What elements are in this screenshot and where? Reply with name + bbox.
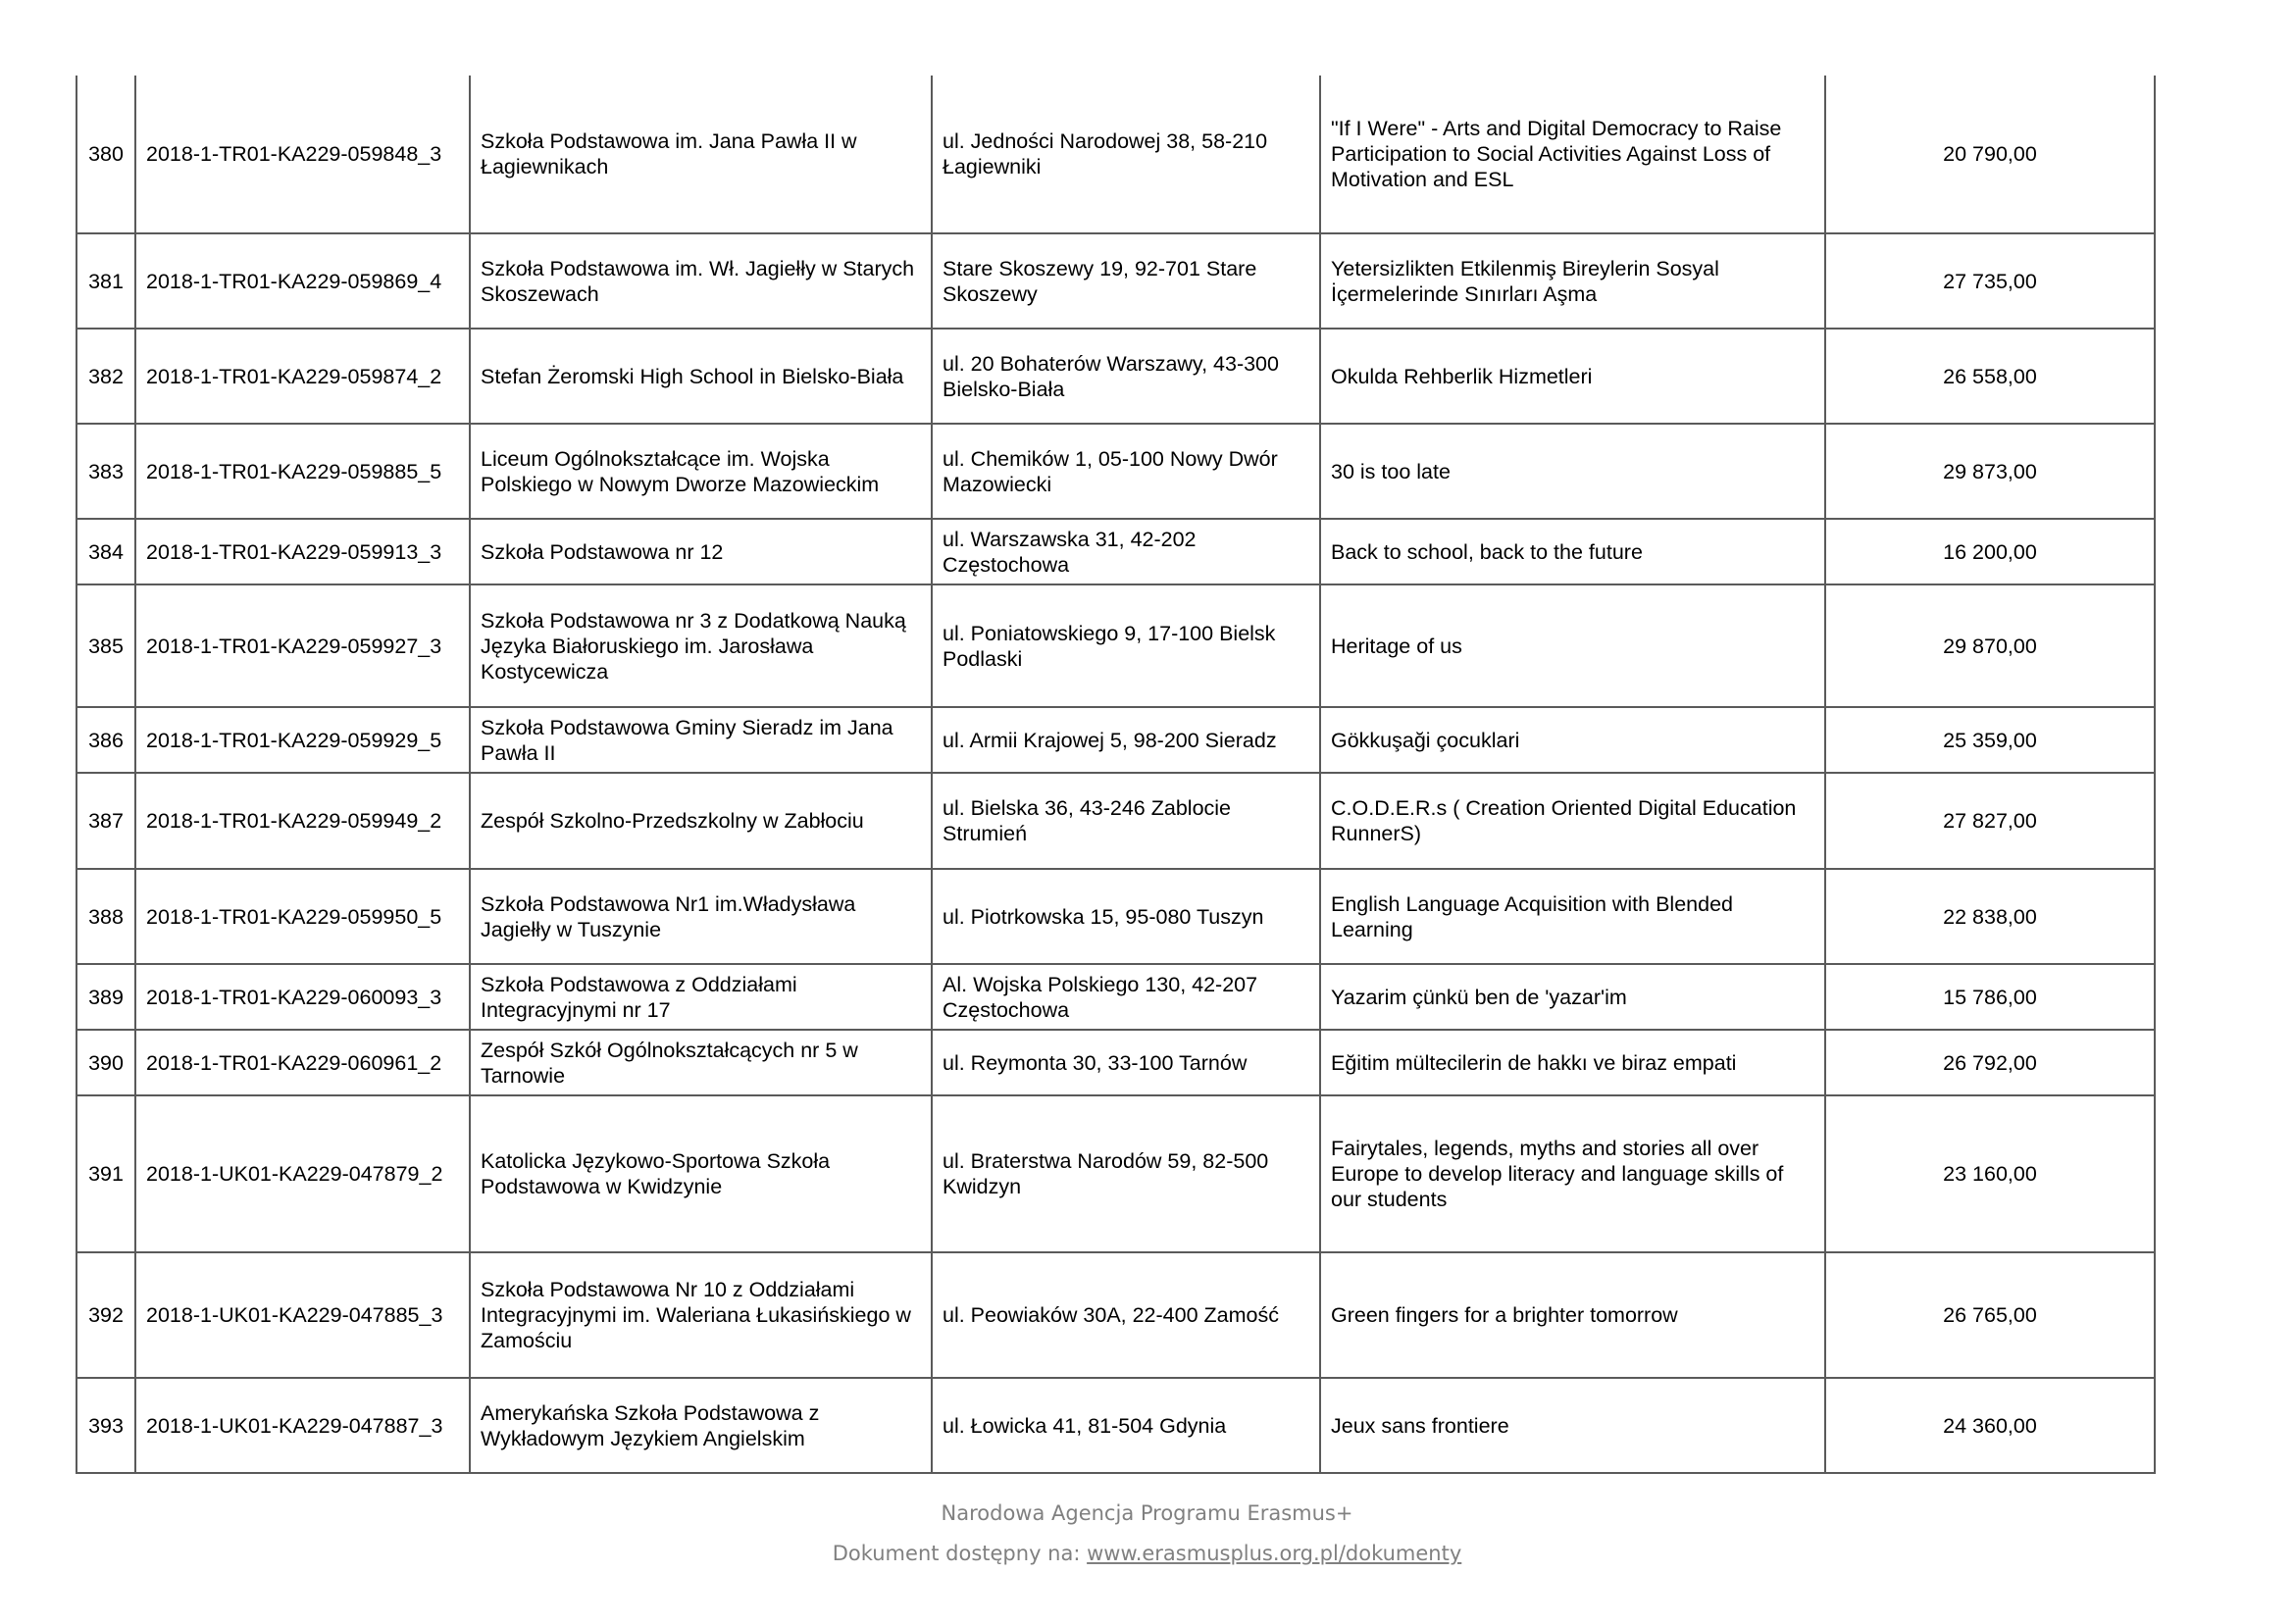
- grant-amount-cell: 16 200,00: [1825, 519, 2155, 584]
- grants-table-body: [76, 76, 2155, 1473]
- project-title-cell: Back to school, back to the future: [1320, 519, 1825, 584]
- project-title-cell: Fairytales, legends, myths and stories all over Europe to develop literacy and language skills of our students: [1320, 1095, 1825, 1252]
- table-row: [76, 233, 2155, 329]
- project-code-cell: 2018-1-TR01-KA229-059949_2: [135, 773, 470, 869]
- institution-name-cell: Szkoła Podstawowa nr 3 z Dodatkową Nauką Języka Białoruskiego im. Jarosława Kostycewicza: [470, 584, 932, 707]
- project-title-cell: Okulda Rehberlik Hizmetleri: [1320, 329, 1825, 424]
- institution-name-cell: Zespół Szkolno-Przedszkolny w Zabłociu: [470, 773, 932, 869]
- table-row: [76, 584, 2155, 707]
- institution-address-cell: ul. Bielska 36, 43-246 Zablocie Strumień: [932, 773, 1320, 869]
- project-title-cell: Yetersizlikten Etkilenmiş Bireylerin Sosyal İçermelerinde Sınırları Aşma: [1320, 233, 1825, 329]
- institution-name-cell: Zespół Szkół Ogólnokształcących nr 5 w Tarnowie: [470, 1030, 932, 1095]
- row-number-cell: 392: [76, 1252, 135, 1378]
- grant-amount-cell: 20 790,00: [1825, 76, 2155, 233]
- project-title-cell: Green fingers for a brighter tomorrow: [1320, 1252, 1825, 1378]
- grant-amount-cell: 29 870,00: [1825, 584, 2155, 707]
- institution-address-cell: Al. Wojska Polskiego 130, 42-207 Częstochowa: [932, 964, 1320, 1030]
- grant-amount-cell: 27 735,00: [1825, 233, 2155, 329]
- project-code-cell: 2018-1-TR01-KA229-060961_2: [135, 1030, 470, 1095]
- institution-name-cell: Szkoła Podstawowa Nr 10 z Oddziałami Integracyjnymi im. Waleriana Łukasińskiego w Zamościu: [470, 1252, 932, 1378]
- table-row: [76, 1030, 2155, 1095]
- institution-name-cell: Stefan Żeromski High School in Bielsko-Biała: [470, 329, 932, 424]
- project-code-cell: 2018-1-TR01-KA229-059885_5: [135, 424, 470, 519]
- project-title-cell: English Language Acquisition with Blended Learning: [1320, 869, 1825, 964]
- institution-address-cell: ul. Peowiaków 30A, 22-400 Zamość: [932, 1252, 1320, 1378]
- institution-name-cell: Liceum Ogólnokształcące im. Wojska Polskiego w Nowym Dworze Mazowieckim: [470, 424, 932, 519]
- row-number-cell: 388: [76, 869, 135, 964]
- project-code-cell: 2018-1-TR01-KA229-060093_3: [135, 964, 470, 1030]
- institution-name-cell: Katolicka Językowo-Sportowa Szkoła Podstawowa w Kwidzynie: [470, 1095, 932, 1252]
- grants-table: [76, 76, 2156, 1474]
- institution-address-cell: ul. Poniatowskiego 9, 17-100 Bielsk Podlaski: [932, 584, 1320, 707]
- institution-address-cell: ul. Piotrkowska 15, 95-080 Tuszyn: [932, 869, 1320, 964]
- institution-name-cell: Szkoła Podstawowa im. Wł. Jagiełły w Starych Skoszewach: [470, 233, 932, 329]
- institution-name-cell: Szkoła Podstawowa Gminy Sieradz im Jana Pawła II: [470, 707, 932, 773]
- project-code-cell: 2018-1-UK01-KA229-047885_3: [135, 1252, 470, 1378]
- table-row: [76, 424, 2155, 519]
- table-row: [76, 519, 2155, 584]
- institution-address-cell: ul. Jedności Narodowej 38, 58-210 Łagiewniki: [932, 76, 1320, 233]
- project-code-cell: 2018-1-UK01-KA229-047879_2: [135, 1095, 470, 1252]
- table-row: [76, 76, 2155, 233]
- project-code-cell: 2018-1-TR01-KA229-059848_3: [135, 76, 470, 233]
- row-number-cell: 389: [76, 964, 135, 1030]
- institution-address-cell: ul. Braterstwa Narodów 59, 82-500 Kwidzyn: [932, 1095, 1320, 1252]
- grant-amount-cell: 29 873,00: [1825, 424, 2155, 519]
- footer-agency-text: Narodowa Agencja Programu Erasmus+: [941, 1501, 1353, 1525]
- project-title-cell: Jeux sans frontiere: [1320, 1378, 1825, 1473]
- institution-name-cell: Szkoła Podstawowa Nr1 im.Władysława Jagiełły w Tuszynie: [470, 869, 932, 964]
- documents-link[interactable]: www.erasmusplus.org.pl/dokumenty: [1087, 1542, 1462, 1565]
- project-title-cell: Eğitim mültecilerin de hakkı ve biraz empati: [1320, 1030, 1825, 1095]
- grant-amount-cell: 26 792,00: [1825, 1030, 2155, 1095]
- row-number-cell: 382: [76, 329, 135, 424]
- institution-name-cell: Szkoła Podstawowa im. Jana Pawła II w Łagiewnikach: [470, 76, 932, 233]
- project-code-cell: 2018-1-TR01-KA229-059929_5: [135, 707, 470, 773]
- institution-address-cell: ul. Łowicka 41, 81-504 Gdynia: [932, 1378, 1320, 1473]
- grant-amount-cell: 25 359,00: [1825, 707, 2155, 773]
- institution-address-cell: Stare Skoszewy 19, 92-701 Stare Skoszewy: [932, 233, 1320, 329]
- grant-amount-cell: 27 827,00: [1825, 773, 2155, 869]
- row-number-cell: 393: [76, 1378, 135, 1473]
- row-number-cell: 384: [76, 519, 135, 584]
- institution-name-cell: Amerykańska Szkoła Podstawowa z Wykładowym Językiem Angielskim: [470, 1378, 932, 1473]
- institution-address-cell: ul. Armii Krajowej 5, 98-200 Sieradz: [932, 707, 1320, 773]
- grant-amount-cell: 26 558,00: [1825, 329, 2155, 424]
- project-code-cell: 2018-1-TR01-KA229-059950_5: [135, 869, 470, 964]
- table-row: [76, 964, 2155, 1030]
- institution-address-cell: ul. Reymonta 30, 33-100 Tarnów: [932, 1030, 1320, 1095]
- project-title-cell: "If I Were" - Arts and Digital Democracy to Raise Participation to Social Activities Against Loss of Motivation and ESL: [1320, 76, 1825, 233]
- project-title-cell: Heritage of us: [1320, 584, 1825, 707]
- grant-amount-cell: 24 360,00: [1825, 1378, 2155, 1473]
- institution-address-cell: ul. Chemików 1, 05-100 Nowy Dwór Mazowiecki: [932, 424, 1320, 519]
- institution-address-cell: ul. 20 Bohaterów Warszawy, 43-300 Bielsko-Biała: [932, 329, 1320, 424]
- row-number-cell: 381: [76, 233, 135, 329]
- grant-amount-cell: 23 160,00: [1825, 1095, 2155, 1252]
- institution-address-cell: ul. Warszawska 31, 42-202 Częstochowa: [932, 519, 1320, 584]
- project-title-cell: Gökkuşaği çocuklari: [1320, 707, 1825, 773]
- project-title-cell: C.O.D.E.R.s ( Creation Oriented Digital Education RunnerS): [1320, 773, 1825, 869]
- project-code-cell: 2018-1-UK01-KA229-047887_3: [135, 1378, 470, 1473]
- table-row: [76, 773, 2155, 869]
- table-row: [76, 329, 2155, 424]
- row-number-cell: 387: [76, 773, 135, 869]
- project-code-cell: 2018-1-TR01-KA229-059874_2: [135, 329, 470, 424]
- table-row: [76, 1252, 2155, 1378]
- footer-agency: [0, 1501, 2294, 1525]
- footer-availability: [0, 1542, 2294, 1565]
- project-title-cell: Yazarim çünkü ben de 'yazar'im: [1320, 964, 1825, 1030]
- project-code-cell: 2018-1-TR01-KA229-059869_4: [135, 233, 470, 329]
- table-row: [76, 1378, 2155, 1473]
- row-number-cell: 390: [76, 1030, 135, 1095]
- institution-name-cell: Szkoła Podstawowa nr 12: [470, 519, 932, 584]
- project-code-cell: 2018-1-TR01-KA229-059927_3: [135, 584, 470, 707]
- row-number-cell: 385: [76, 584, 135, 707]
- grant-amount-cell: 15 786,00: [1825, 964, 2155, 1030]
- project-code-cell: 2018-1-TR01-KA229-059913_3: [135, 519, 470, 584]
- row-number-cell: 386: [76, 707, 135, 773]
- table-row: [76, 869, 2155, 964]
- project-title-cell: 30 is too late: [1320, 424, 1825, 519]
- grant-amount-cell: 26 765,00: [1825, 1252, 2155, 1378]
- grant-amount-cell: 22 838,00: [1825, 869, 2155, 964]
- table-row: [76, 1095, 2155, 1252]
- row-number-cell: 383: [76, 424, 135, 519]
- institution-name-cell: Szkoła Podstawowa z Oddziałami Integracyjnymi nr 17: [470, 964, 932, 1030]
- row-number-cell: 391: [76, 1095, 135, 1252]
- table-row: [76, 707, 2155, 773]
- footer-available-label: Dokument dostępny na:: [832, 1542, 1088, 1565]
- row-number-cell: 380: [76, 76, 135, 233]
